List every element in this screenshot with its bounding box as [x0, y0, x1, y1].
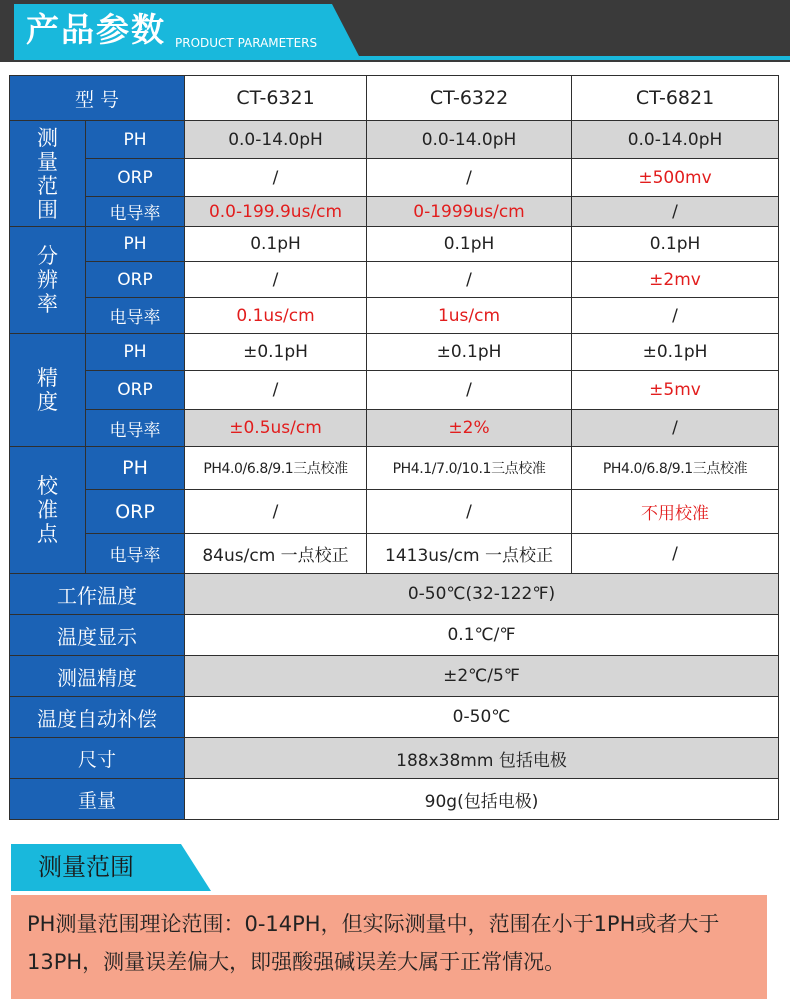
header-subtitle: PRODUCT PARAMETERS [175, 36, 318, 50]
model-cell: CT-6322 [367, 76, 572, 121]
table-cell: 0.1pH [367, 227, 572, 262]
row-label: 温度自动补偿 [10, 697, 185, 738]
table-cell: 0.0-199.9us/cm [185, 197, 367, 227]
param-label: PH [86, 227, 185, 262]
table-cell: ±2% [367, 410, 572, 447]
row-label: 温度显示 [10, 615, 185, 656]
group-label-calibration: 校 准 点 [10, 447, 86, 574]
table-cell: PH4.1/7.0/10.1三点校准 [367, 447, 572, 490]
table-cell: 0.0-14.0pH [367, 121, 572, 159]
table-cell: / [367, 371, 572, 410]
model-cell: CT-6321 [185, 76, 367, 121]
table-cell: ±2mv [572, 262, 779, 298]
param-label: ORP [86, 490, 185, 534]
table-cell: 0.0-14.0pH [185, 121, 367, 159]
table-cell: / [572, 534, 779, 574]
table-cell: / [185, 262, 367, 298]
table-row [10, 159, 779, 197]
row-label: 工作温度 [10, 574, 185, 615]
table-cell: PH4.0/6.8/9.1三点校准 [572, 447, 779, 490]
table-cell: 1us/cm [367, 298, 572, 334]
param-label: ORP [86, 262, 185, 298]
table-cell: 90g(包括电极) [185, 779, 779, 820]
param-label: 电导率 [86, 298, 185, 334]
table-cell: 84us/cm 一点校正 [185, 534, 367, 574]
section-title: 测量范围 [38, 853, 134, 881]
table-cell: ±0.1pH [367, 334, 572, 371]
table-row [10, 697, 779, 738]
group-label-accuracy: 精 度 [10, 334, 86, 447]
table-cell: / [185, 371, 367, 410]
table-row [10, 738, 779, 779]
table-cell: ±0.5us/cm [185, 410, 367, 447]
table-cell: 0-50℃ [185, 697, 779, 738]
param-label: PH [86, 447, 185, 490]
table-row [10, 447, 779, 490]
table-row [10, 371, 779, 410]
table-row [10, 779, 779, 820]
note-text: PH测量范围理论范围：0-14PH，但实际测量中，范围在小于1PH或者大于13PH，测量误差偏大，即强酸强碱误差大属于正常情况。 [27, 912, 720, 974]
table-cell: ±0.1pH [572, 334, 779, 371]
table-cell: / [367, 159, 572, 197]
table-cell: 0.1pH [185, 227, 367, 262]
table-cell: / [185, 490, 367, 534]
param-label: 电导率 [86, 197, 185, 227]
table-header-row [10, 76, 779, 121]
table-cell: / [572, 410, 779, 447]
table-cell: / [367, 262, 572, 298]
table-cell: 0.1us/cm [185, 298, 367, 334]
param-label: ORP [86, 371, 185, 410]
table-cell: / [367, 490, 572, 534]
param-label: ORP [86, 159, 185, 197]
table-row [10, 197, 779, 227]
table-row [10, 298, 779, 334]
table-cell: PH4.0/6.8/9.1三点校准 [185, 447, 367, 490]
table-row [10, 121, 779, 159]
table-cell: 0-1999us/cm [367, 197, 572, 227]
table-cell: 0.1℃/℉ [185, 615, 779, 656]
table-row [10, 490, 779, 534]
row-label: 尺寸 [10, 738, 185, 779]
param-label: PH [86, 121, 185, 159]
table-row [10, 334, 779, 371]
param-label: 电导率 [86, 410, 185, 447]
model-cell: CT-6821 [572, 76, 779, 121]
group-label-range: 测 量 范 围 [10, 121, 86, 227]
table-row [10, 534, 779, 574]
group-label-resolution: 分 辨 率 [10, 227, 86, 334]
table-cell: 0.1pH [572, 227, 779, 262]
table-cell: ±2℃/5℉ [185, 656, 779, 697]
param-label: 电导率 [86, 534, 185, 574]
table-row [10, 227, 779, 262]
table-cell: ±0.1pH [185, 334, 367, 371]
header-banner [0, 0, 790, 62]
table-cell: 1413us/cm 一点校正 [367, 534, 572, 574]
table-cell: ±500mv [572, 159, 779, 197]
table-cell: / [572, 298, 779, 334]
header-title: 产品参数 [26, 10, 166, 49]
table-row [10, 262, 779, 298]
header-underline [14, 56, 790, 60]
table-cell: 不用校准 [572, 490, 779, 534]
table-cell: 0-50℃(32-122℉) [185, 574, 779, 615]
spec-table [9, 75, 779, 820]
table-cell: / [185, 159, 367, 197]
table-row [10, 574, 779, 615]
table-cell: / [572, 197, 779, 227]
table-cell: ±5mv [572, 371, 779, 410]
row-label: 测温精度 [10, 656, 185, 697]
model-label: 型 号 [10, 76, 185, 121]
table-cell: 188x38mm 包括电极 [185, 738, 779, 779]
table-row [10, 615, 779, 656]
table-cell: 0.0-14.0pH [572, 121, 779, 159]
row-label: 重量 [10, 779, 185, 820]
param-label: PH [86, 334, 185, 371]
table-row [10, 410, 779, 447]
table-row [10, 656, 779, 697]
